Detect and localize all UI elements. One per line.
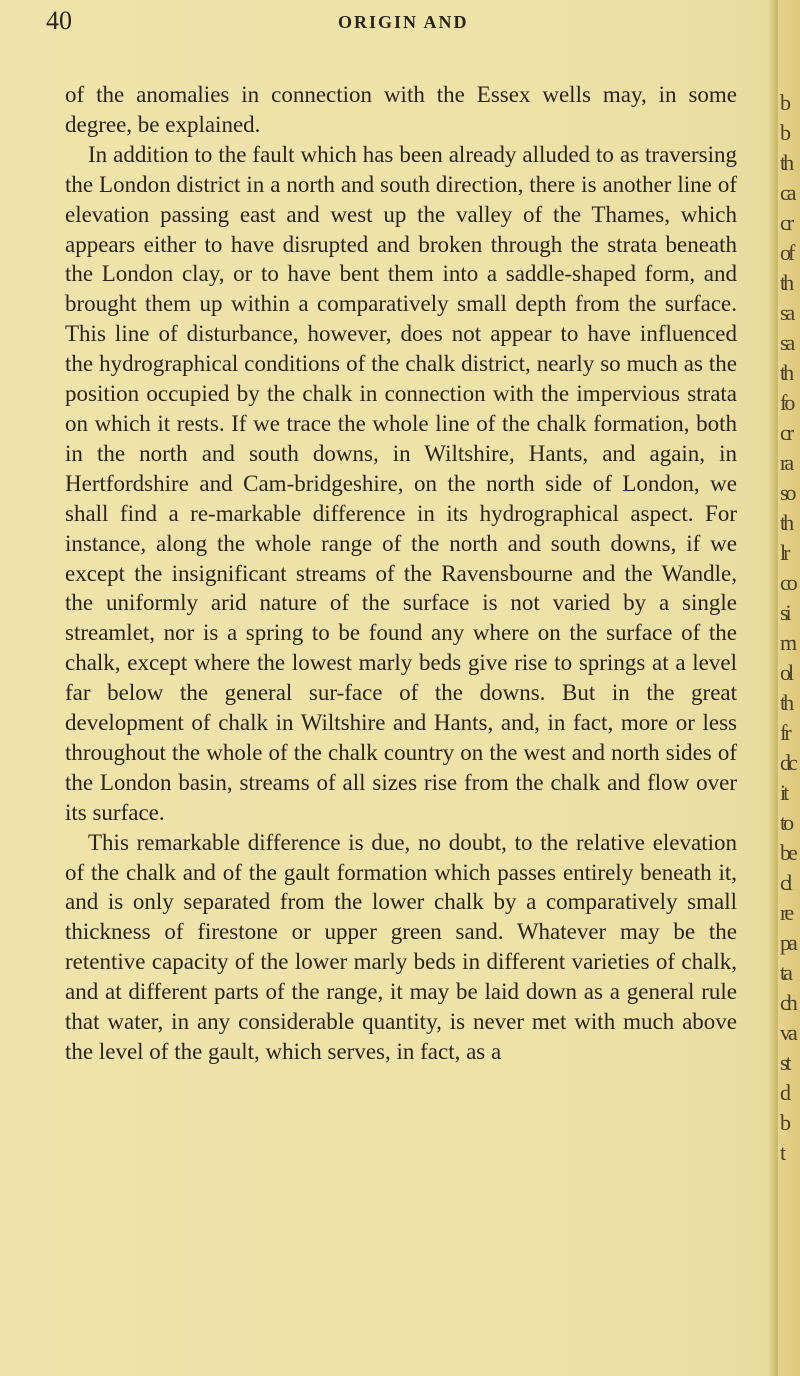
next-page-fragment: ra bbox=[780, 450, 792, 475]
next-page-fragment: lr bbox=[780, 540, 788, 565]
next-page-fragment: th bbox=[780, 150, 792, 175]
paragraph-1: of the anomalies in connection with the Essex wells may, in some degree, be explained. bbox=[65, 82, 737, 137]
next-page-fragment: ca bbox=[780, 180, 794, 205]
next-page-fragment: b bbox=[780, 120, 788, 145]
paragraph-2: In addition to the fault which has been already alluded to as traversing the London district in a north and south direction, there is another line of elevation passing east and west up the valley of the Thames, which appears either to have disrupted and broken through the strata beneath the London clay, or to have bent them into a saddle-shaped form, and brought them up within a comparatively small depth from the surface. This line of disturbance, however, does not appear to have influenced the hydrographical conditions of the chalk district, nearly so much as the position occupied by the chalk in connection with the impervious strata on which it rests. If we trace the whole line of the chalk formation, both in the north and south downs, in Wiltshire, Hants, and again, in Hertfordshire and Cam-bridgeshire, on the north side of London, we shall find a re-markable difference in its hydrographical aspect. For instance, along the whole range of the north and south downs, if we except the insignificant streams of the Ravensbourne and the Wandle, the uniformly arid nature of the surface is not varied by a single streamlet, nor is a spring to be found any where on the surface of the chalk, except where the lowest marly beds give rise to springs at a level far below the general sur-face of the downs. But in the great development of chalk in Wiltshire and Hants, and, in fact, more or less throughout the whole of the chalk country on the west and north sides of the London basin, streams of all sizes rise from the chalk and flow over its surface. bbox=[65, 141, 737, 825]
next-page-fragment: ol bbox=[780, 660, 792, 685]
page-number: 40 bbox=[46, 6, 72, 35]
page-header bbox=[0, 2, 770, 38]
next-page-fragment: fo bbox=[780, 390, 793, 415]
gutter-shadow bbox=[770, 0, 778, 1376]
next-page-fragment: st bbox=[780, 1050, 789, 1075]
next-page-fragment: pa bbox=[780, 930, 795, 955]
next-page-fragment: th bbox=[780, 690, 792, 715]
next-page-fragment: d bbox=[780, 1080, 788, 1105]
body-text bbox=[65, 80, 737, 1067]
paragraph-3: This remarkable difference is due, no doubt, to the relative elevation of the chalk and of the gault formation which passes entirely beneath it, and is only separated from the lower chalk by a comparatively small thickness of firestone or upper green sand. Whatever may be the retentive capacity of the lower marly beds in different varieties of chalk, and at different parts of the range, it may be laid down as a general rule that water, in any considerable quantity, is never met with much above the level of the gault, which serves, in fact, as a bbox=[65, 829, 737, 1064]
next-page-fragment: t bbox=[780, 1140, 784, 1165]
next-page-fragment: b bbox=[780, 90, 788, 115]
next-page-fragment: b bbox=[780, 1110, 788, 1135]
next-page-fragment: cr bbox=[780, 210, 792, 235]
next-page-fragment: va bbox=[780, 1020, 795, 1045]
next-page-fragment: fr bbox=[780, 720, 789, 745]
next-page-fragment: ta bbox=[780, 960, 790, 985]
next-page-edge bbox=[778, 0, 800, 1376]
next-page-fragment: cr bbox=[780, 420, 792, 445]
next-page-fragment: it bbox=[780, 780, 787, 805]
next-page-fragment: cl bbox=[780, 870, 790, 895]
next-page-fragment: si bbox=[780, 600, 789, 625]
next-page-fragment: be bbox=[780, 840, 795, 865]
next-page-fragment: th bbox=[780, 270, 792, 295]
next-page-fragment: dc bbox=[780, 750, 795, 775]
next-page-fragment: of bbox=[780, 240, 793, 265]
next-page-fragment: th bbox=[780, 360, 792, 385]
next-page-fragment: th bbox=[780, 510, 792, 535]
next-page-fragment: ch bbox=[780, 990, 795, 1015]
next-page-fragment: sa bbox=[780, 330, 793, 355]
next-page-fragment: to bbox=[780, 810, 792, 835]
running-head: ORIGIN AND bbox=[338, 12, 469, 32]
next-page-fragment: sa bbox=[780, 300, 793, 325]
next-page-fragment: m bbox=[780, 630, 795, 655]
next-page-fragment: re bbox=[780, 900, 792, 925]
next-page-fragment: co bbox=[780, 570, 795, 595]
next-page-fragment: so bbox=[780, 480, 794, 505]
